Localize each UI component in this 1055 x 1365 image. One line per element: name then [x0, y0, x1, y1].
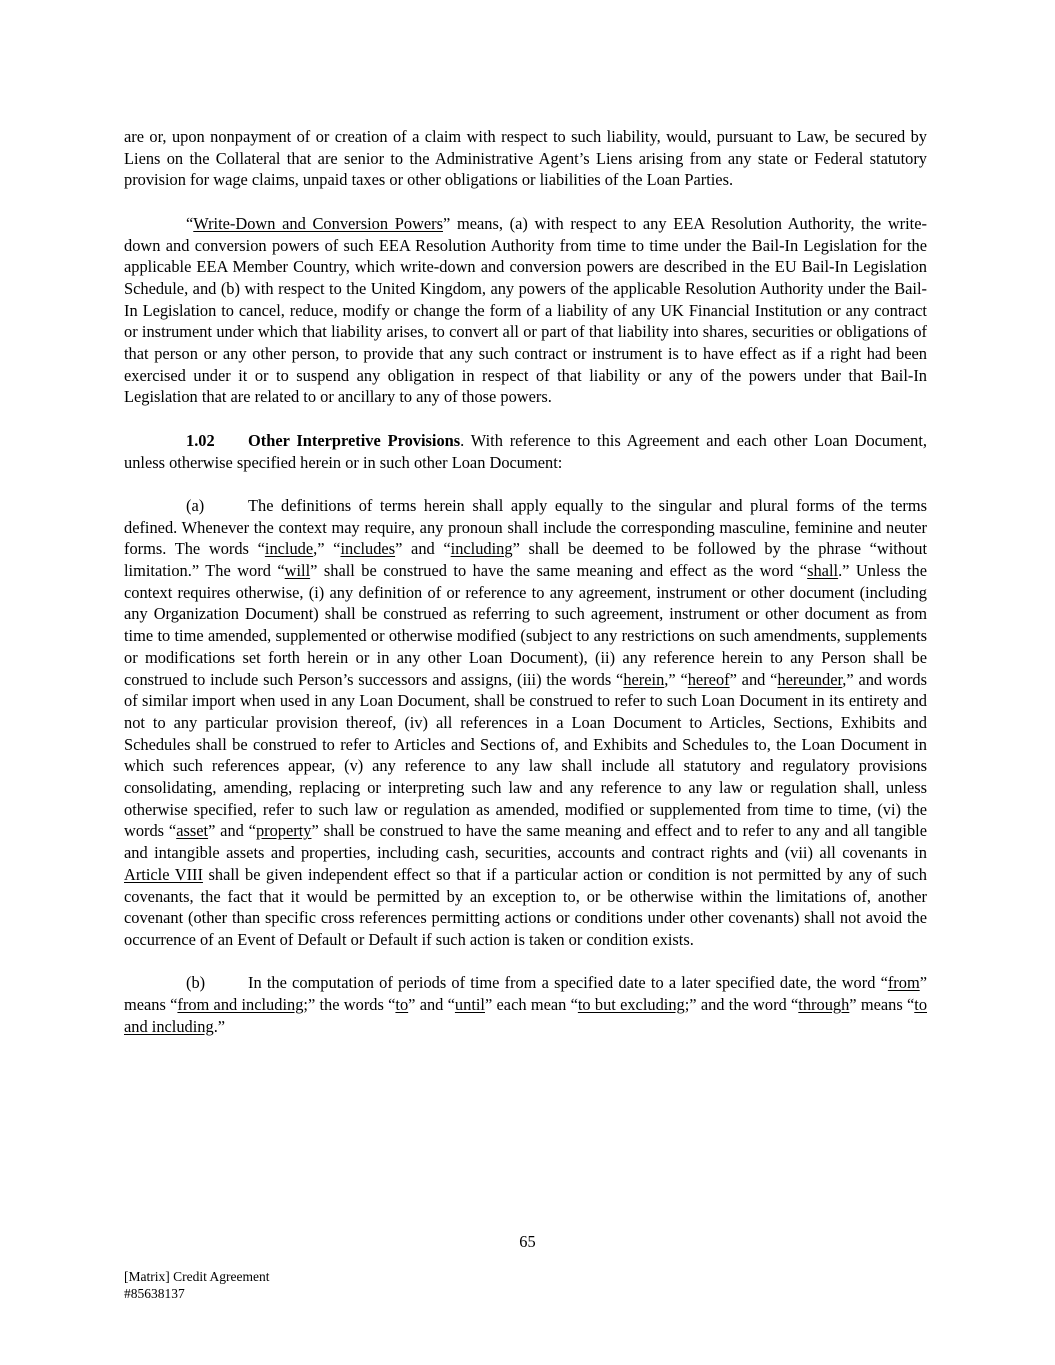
text-run: ” each mean “	[484, 995, 578, 1015]
open-quote: “	[186, 213, 194, 233]
text-run: ” shall be construed to have the same meaning and effect as the word “	[310, 561, 808, 581]
cross-reference: Article VIII	[124, 864, 203, 884]
defined-word: include	[264, 539, 314, 559]
defined-word: to	[395, 995, 409, 1015]
defined-word: from and including	[177, 995, 304, 1015]
text-run: ” means “	[849, 995, 915, 1015]
subsection-b	[124, 972, 927, 1037]
text-run: ” and “	[395, 539, 451, 559]
text-run: ” shall be deemed to be followed by the phrase “without limitation.” The word “	[124, 539, 927, 581]
text-run: .”	[213, 1016, 226, 1036]
section-title: Other Interpretive Provisions	[248, 430, 461, 450]
defined-word: hereunder	[777, 669, 843, 689]
subsection-label: (b)	[186, 973, 206, 993]
text-run: ” and “	[408, 995, 455, 1015]
text-run: In the computation of periods of time from a specified date to a later specified date, the word “	[248, 973, 888, 993]
subsection-label: (a)	[186, 495, 205, 515]
footer-document-title: [Matrix] Credit Agreement	[124, 1269, 270, 1284]
defined-word: from	[887, 973, 920, 993]
defined-word: shall	[807, 561, 839, 581]
defined-word: herein	[623, 669, 665, 689]
text-run: ,” and words of similar import when used in any Loan Document, shall be construed to refer to such Loan Document in its entirety and not to any particular provision thereof, (iv) all references in a Loan Document to Articles, Sections, Exhibits and Schedules shall be construed to refer to Articles and Sections of, and Exhibits and Schedules to, the Loan Document in which such references appear, (v) any reference to any law shall include all statutory and regulatory provisions consolidating, amending, replacing or interpreting such law and any reference to any law or regulation shall, unless otherwise specified, refer to such law or regulation as amended, modified or supplemented from time to time, (vi) the words “	[124, 669, 927, 841]
text-run: .” Unless the context requires otherwise, (i) any definition of or reference to any agreement, instrument or other document (including any Organization Document) shall be construed as referring to such agreement, instrument or other document as from time to time amended, supplemented or otherwise modified (subject to any restrictions on such amendments, supplements or modifications set forth herein or in any other Loan Document), (ii) any reference herein to any Person shall be construed to include such Person’s successors and assigns, (iii) the words “	[124, 561, 927, 689]
text-run: ;” and the word “	[684, 995, 799, 1015]
text-run: ,” “	[664, 669, 688, 689]
text-run: ” shall be construed to have the same meaning and effect and to refer to any and all tangible and intangible assets and properties, including cash, securities, accounts and contract rights and (vii) all covenants in	[124, 821, 928, 863]
text-run: shall be given independent effect so that if a particular action or condition is not permitted by any of such covenants, the fact that it would be permitted by an exception to, or be otherwise within the limitations of, another covenant (other than specific cross references permitting actions or conditions under other covenants) shall not avoid the occurrence of an Event of Default or Default if such action is taken or condition exists.	[124, 864, 927, 949]
text-run: ” and “	[208, 821, 256, 841]
subsection-a	[124, 495, 927, 951]
defined-word: to and including	[124, 995, 928, 1036]
defined-word: until	[454, 995, 485, 1015]
text-run: ” means “	[124, 973, 927, 1015]
defined-term: Write-Down and Conversion Powers	[193, 213, 444, 233]
defined-word: property	[255, 821, 312, 841]
paragraph-continued: are or, upon nonpayment of or creation of a claim with respect to such liability, would, pursuant to Law, be secured by Liens on the Collateral that are senior to the Administrative Agent’s Liens arising from any state or Federal statutory provision for wage claims, unpaid taxes or other obligations or liabilities of the Loan Parties.	[124, 127, 927, 190]
text-run: The definitions of terms herein shall apply equally to the singular and plural forms of the terms defined. Whenever the context may require, any pronoun shall include the corresponding masculine, feminine and neuter forms. The words “	[124, 495, 927, 559]
page-number: 65	[519, 1232, 536, 1251]
footer	[124, 1268, 269, 1302]
definition-text: ” means, (a) with respect to any EEA Resolution Authority, the write-down and conversion powers of such EEA Resolution Authority from time to time under the Bail-In Legislation for the applicable EEA Member Country, which write-down and conversion powers are described in the EU Bail-In Legislation Schedule, and (b) with respect to the United Kingdom, any powers of the applicable Resolution Authority under the Bail-In Legislation to cancel, reduce, modify or change the form of a liability of any UK Financial Institution or any contract or instrument under which that liability arises, to convert all or part of that liability into shares, securities or obligations of that person or any other person, to provide that any such contract or instrument is to have effect as if a right had been exercised under it or to suspend any obligation in respect of that liability or any of the powers under that Bail-In Legislation that are related to or ancillary to any of those powers.	[124, 213, 927, 407]
text-run: ;” the words “	[303, 995, 396, 1015]
section-intro-text: . With reference to this Agreement and each other Loan Document, unless otherwise specified herein or in such other Loan Document:	[124, 430, 927, 472]
footer-document-id: #85638137	[124, 1286, 185, 1301]
definition-write-down-powers	[124, 213, 927, 408]
defined-word: through	[798, 995, 850, 1015]
text-run: ” and “	[729, 669, 778, 689]
defined-word: includes	[340, 539, 396, 559]
defined-word: including	[450, 539, 513, 559]
defined-word: to but excluding	[577, 995, 685, 1015]
section-1-02	[124, 430, 927, 473]
text-run: ,” “	[313, 539, 341, 559]
defined-word: hereof	[687, 669, 730, 689]
defined-word: will	[284, 561, 311, 581]
defined-word: asset	[176, 821, 209, 841]
section-number: 1.02	[186, 430, 215, 450]
document-body	[124, 126, 927, 1037]
